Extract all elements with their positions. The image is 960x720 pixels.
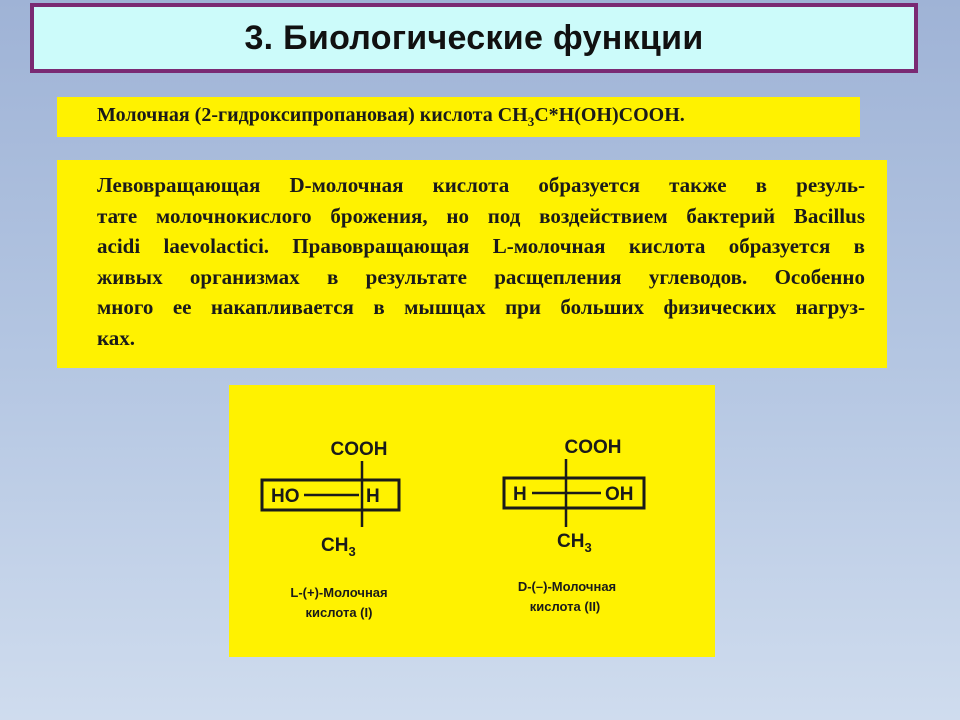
formula-text: Молочная (2-гидроксипропановая) кислота $CH_3C*H(OH)COOH$. — [97, 104, 685, 129]
structures-panel — [229, 385, 715, 657]
paragraph-line: Левовращающая D-молочная кислота образуется также в резуль- — [97, 173, 865, 197]
structure-right-group: H — [366, 486, 380, 507]
structure-caption-line1: L-(+)-Молочная — [290, 585, 388, 600]
paragraph-line: живых организмах в результате расщепления углеводов. Особенно — [97, 264, 865, 289]
structure-caption-line2: кислота (II) — [529, 599, 601, 614]
fischer-structure-l — [262, 439, 399, 620]
fischer-structure-d — [504, 437, 644, 614]
paragraph-box — [57, 160, 887, 368]
title-banner — [30, 3, 918, 73]
paragraph-line: acidi laevolactici. Правовращающая L-молочная кислота образуется в — [97, 234, 865, 258]
fischer-projections — [229, 385, 715, 657]
paragraph-line: ках. — [97, 325, 136, 350]
structure-bottom-group: $CH_3$ — [321, 535, 356, 559]
paragraph-line: много ее накапливается в мышцах при больших физических нагруз- — [97, 295, 865, 319]
structure-right-group: OH — [605, 484, 634, 505]
structure-caption-line1: D-(–)-Молочная — [517, 579, 617, 594]
slide-title: 3. Биологические функции — [244, 18, 704, 57]
formula-box — [57, 97, 860, 137]
paragraph-line: тате молочнокислого брожения, но под воздействием бактерий Bacillus — [97, 203, 865, 228]
structure-bottom-group: $CH_3$ — [557, 531, 592, 555]
structure-top-group: COOH — [330, 439, 388, 460]
structure-left-group: HO — [271, 486, 300, 507]
structure-left-group: H — [513, 484, 527, 505]
structure-top-group: COOH — [564, 437, 622, 458]
structure-caption-line2: кислота (I) — [305, 605, 373, 620]
